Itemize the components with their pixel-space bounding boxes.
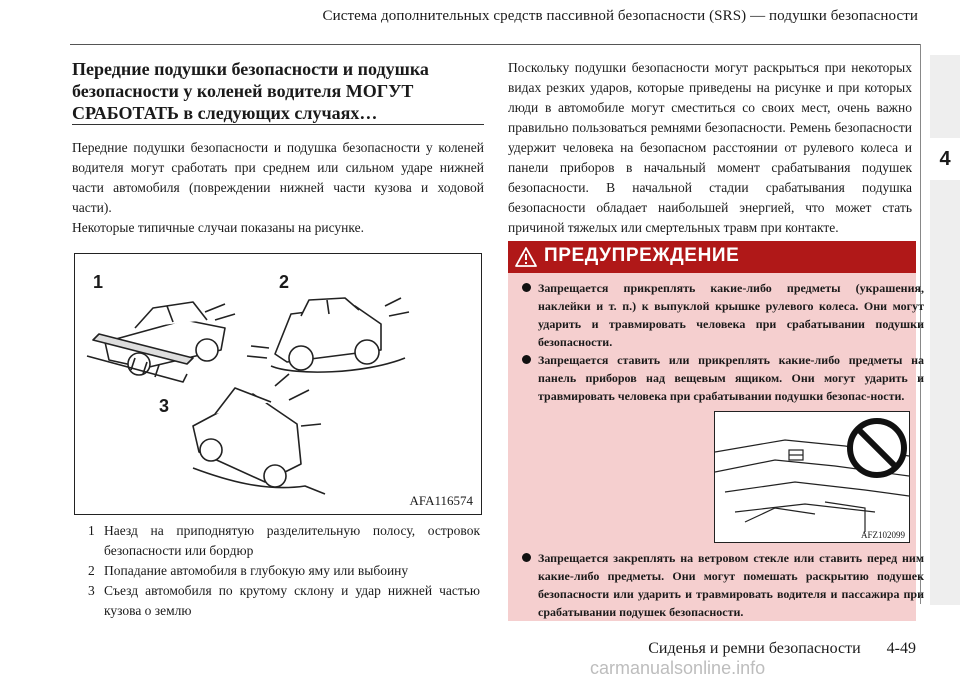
figure-label-1: 1 — [93, 272, 104, 292]
bullet-icon — [522, 283, 531, 292]
watermark: carmanualsonline.info — [590, 658, 766, 678]
list-item — [88, 581, 480, 621]
figure-label-3: 3 — [159, 396, 170, 416]
intro-paragraph: Передние подушки безопасности и подушка безопасности у коленей водителя могут сработать при среднем или сильном ударе нижней части автомобиля (повреждении нижней части кузова и ходовой части). — [72, 140, 484, 215]
chapter-number: 4 — [930, 138, 960, 180]
dashboard-drawing — [715, 412, 909, 542]
warning-item — [522, 351, 924, 405]
figure-label-2: 2 — [279, 272, 290, 292]
list-item-number: 3 — [88, 583, 95, 598]
warning-box — [508, 241, 924, 621]
figure-intro: Некоторые типичные случаи показаны на рисунке. — [72, 220, 364, 235]
warning-item-text: Запрещается ставить или прикреплять какие-либо предметы на панель приборов над вещевым ящиком. Они могут ударить и травмировать человека при срабатывании подушки безопас-ности. — [538, 353, 924, 403]
warning-triangle-icon — [515, 247, 537, 267]
figure-code: AFA116574 — [409, 493, 473, 508]
list-item-text: Наезд на приподнятую разделительную полосу, островок безопасности или бордюр — [104, 523, 480, 558]
bullet-icon — [522, 553, 531, 562]
page-header: Система дополнительных средств пассивной безопасности (SRS) — подушки безопасности — [322, 8, 918, 24]
warning-figure-code: AFZ102099 — [860, 530, 905, 540]
list-item-text: Попадание автомобиля в глубокую яму или выбоину — [104, 563, 409, 578]
warning-header — [508, 241, 916, 273]
warning-title: ПРЕДУПРЕЖДЕНИЕ — [544, 245, 740, 266]
page-footer — [600, 640, 916, 658]
warning-item-text: Запрещается прикреплять какие-либо предметы (украшения, наклейки и т. п.) к выпуклой крышке рулевого колеса. Они могут ударить и травмировать человека при срабатывании подушки безопасности. — [538, 281, 924, 349]
impact-drawing — [75, 254, 480, 513]
bullet-icon — [522, 355, 531, 364]
warning-item — [522, 279, 924, 351]
footer-section: Сиденья и ремни безопасности — [648, 640, 861, 657]
page-number: 4-49 — [886, 640, 916, 657]
list-item-number: 2 — [88, 563, 95, 578]
warning-item-text: Запрещается закреплять на ветровом стекле или ставить перед ним какие-либо предметы. Они могут помешать раскрытию подушек безопасности или ударить и травмировать водителя и пассажира при срабатывании подушек безопасности. — [538, 551, 924, 619]
list-item — [88, 521, 480, 561]
right-paragraph: Поскольку подушки безопасности могут раскрыться при некоторых видах резких ударов, которые приведены на рисунке и при которых люди в автомобиле могут сместиться со своих мест, очень важно правильно пользоваться ремнями безопасности. Ремень безопасности удержит человека на безопасном расстоянии от рулевого колеса и панели приборов в начальный момент срабатывания подушек безопасности. В начальной стадии срабатывания подушка безопасности обладает наибольшей энергией, что может стать причиной тяжелых или смертельных травм при контакте. — [508, 60, 912, 235]
section-title: Передние подушки безопасности и подушка безопасности у коленей водителя МОГУТ СРАБОТАТЬ в следующих случаях… — [72, 59, 429, 123]
impact-illustration — [74, 253, 482, 515]
list-item-text: Съезд автомобиля по крутому склону и удар нижней частью кузова о землю — [104, 583, 480, 618]
dashboard-illustration — [714, 411, 910, 543]
header-rule — [70, 44, 920, 45]
case-list — [88, 521, 480, 621]
section-rule — [72, 124, 484, 125]
warning-item — [522, 549, 924, 621]
list-item-number: 1 — [88, 523, 95, 538]
list-item — [88, 561, 480, 581]
